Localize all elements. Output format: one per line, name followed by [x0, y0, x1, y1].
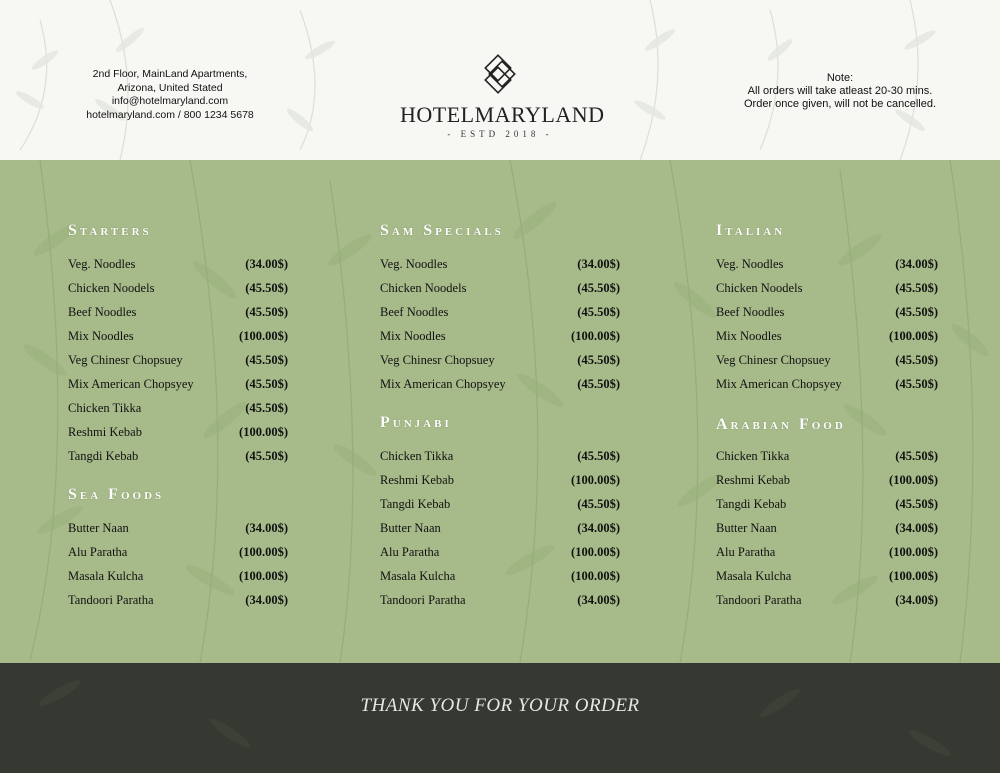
- menu-item[interactable]: [68, 324, 288, 348]
- menu-item[interactable]: [68, 252, 288, 276]
- hotel-logo: [400, 52, 605, 139]
- contact-address: [70, 68, 270, 122]
- menu-item-price: (45.50$): [245, 448, 288, 463]
- menu-item[interactable]: [380, 444, 620, 468]
- arabian-food-list: [716, 444, 938, 612]
- menu-item-price: (34.00$): [895, 592, 938, 607]
- menu-item[interactable]: [380, 564, 620, 588]
- section-title-sam-specials: Sam Specials: [380, 222, 504, 239]
- menu-item[interactable]: [716, 492, 938, 516]
- menu-item-name: Mix Noodles: [716, 328, 782, 343]
- menu-item-price: (45.50$): [895, 280, 938, 295]
- menu-item-price: (100.00$): [889, 544, 938, 559]
- menu-item[interactable]: [68, 372, 288, 396]
- menu-item-price: (34.00$): [245, 256, 288, 271]
- menu-item-name: Reshmi Kebab: [716, 472, 790, 487]
- menu-item-price: (45.50$): [895, 352, 938, 367]
- menu-item-price: (100.00$): [239, 424, 288, 439]
- email-link[interactable]: info@hotelmaryland.com: [111, 95, 229, 107]
- menu-item[interactable]: [716, 564, 938, 588]
- menu-item-name: Tandoori Paratha: [716, 592, 802, 607]
- menu-item[interactable]: [68, 300, 288, 324]
- note-title: Note:: [826, 72, 854, 84]
- menu-item-price: (45.50$): [577, 352, 620, 367]
- menu-item[interactable]: [716, 252, 938, 276]
- menu-item[interactable]: [380, 300, 620, 324]
- menu-footer: [0, 663, 1000, 773]
- menu-item-price: (100.00$): [889, 472, 938, 487]
- menu-item-name: Tangdi Kebab: [68, 448, 139, 463]
- menu-item-name: Veg Chinesr Chopsuey: [68, 352, 183, 367]
- menu-item-price: (100.00$): [571, 328, 620, 343]
- menu-item[interactable]: [68, 516, 288, 540]
- starters-list: [68, 252, 288, 468]
- menu-item[interactable]: [68, 420, 288, 444]
- menu-item-name: Reshmi Kebab: [68, 424, 142, 439]
- menu-item[interactable]: [716, 444, 938, 468]
- stacked-diamonds-icon: [478, 52, 522, 96]
- menu-item-price: (100.00$): [239, 568, 288, 583]
- menu-item[interactable]: [716, 516, 938, 540]
- menu-item-price: (45.50$): [895, 304, 938, 319]
- menu-item[interactable]: [716, 348, 938, 372]
- menu-item-name: Mix Noodles: [380, 328, 446, 343]
- menu-item-price: (45.50$): [577, 448, 620, 463]
- menu-item[interactable]: [380, 348, 620, 372]
- menu-item-price: (34.00$): [895, 256, 938, 271]
- menu-item[interactable]: [380, 324, 620, 348]
- menu-item-price: (45.50$): [577, 496, 620, 511]
- menu-item-name: Masala Kulcha: [716, 568, 792, 583]
- menu-item-name: Veg. Noodles: [716, 256, 784, 271]
- menu-item-name: Veg Chinesr Chopsuey: [716, 352, 831, 367]
- menu-item-name: Chicken Tikka: [716, 448, 790, 463]
- menu-item[interactable]: [716, 324, 938, 348]
- menu-item[interactable]: [716, 588, 938, 612]
- menu-item[interactable]: [380, 372, 620, 396]
- menu-item-name: Mix American Chopsyey: [380, 376, 506, 391]
- menu-item-price: (45.50$): [245, 304, 288, 319]
- menu-item-name: Chicken Noodels: [716, 280, 803, 295]
- menu-item-name: Butter Naan: [68, 520, 129, 535]
- menu-item-price: (100.00$): [571, 544, 620, 559]
- menu-item-price: (100.00$): [571, 568, 620, 583]
- menu-item-name: Masala Kulcha: [68, 568, 144, 583]
- menu-item-name: Tandoori Paratha: [380, 592, 466, 607]
- menu-item-name: Veg. Noodles: [380, 256, 448, 271]
- punjabi-list: [380, 444, 620, 612]
- menu-item-name: Mix American Chopsyey: [716, 376, 842, 391]
- section-title-italian: Italian: [716, 222, 786, 239]
- italian-list: [716, 252, 938, 396]
- leaf-pattern-footer: [0, 663, 1000, 773]
- note-line: All orders will take atleast 20-30 mins.: [747, 85, 933, 97]
- menu-item[interactable]: [380, 252, 620, 276]
- menu-item-price: (45.50$): [895, 376, 938, 391]
- menu-item-name: Alu Paratha: [716, 544, 776, 559]
- address-line: 2nd Floor, MainLand Apartments,: [92, 68, 248, 80]
- menu-item-name: Alu Paratha: [380, 544, 440, 559]
- website-phone[interactable]: hotelmaryland.com / 800 1234 5678: [86, 108, 254, 121]
- menu-item[interactable]: [68, 588, 288, 612]
- menu-item-name: Reshmi Kebab: [380, 472, 454, 487]
- menu-item-price: (34.00$): [895, 520, 938, 535]
- menu-item[interactable]: [380, 276, 620, 300]
- thank-you-message: THANK YOU FOR YOUR ORDER: [360, 695, 640, 716]
- menu-item[interactable]: [716, 468, 938, 492]
- menu-item-price: (45.50$): [245, 376, 288, 391]
- menu-item-name: Mix American Chopsyey: [68, 376, 194, 391]
- menu-item-name: Veg Chinesr Chopsuey: [380, 352, 495, 367]
- menu-item-name: Tangdi Kebab: [380, 496, 451, 511]
- menu-item-price: (34.00$): [245, 520, 288, 535]
- menu-item-price: (45.50$): [895, 448, 938, 463]
- sam-specials-list: [380, 252, 620, 396]
- menu-item[interactable]: [68, 564, 288, 588]
- menu-item[interactable]: [380, 588, 620, 612]
- menu-item-price: (100.00$): [571, 472, 620, 487]
- address-line: Arizona, United Stated: [117, 81, 223, 94]
- established-year: - ESTD 2018 -: [447, 129, 553, 139]
- order-note: [730, 72, 950, 111]
- menu-item-price: (45.50$): [895, 496, 938, 511]
- menu-item-price: (34.00$): [245, 592, 288, 607]
- menu-item-name: Beef Noodles: [380, 304, 449, 319]
- menu-item-price: (100.00$): [889, 568, 938, 583]
- menu-item-name: Tangdi Kebab: [716, 496, 787, 511]
- section-title-punjabi: Punjabi: [380, 414, 452, 431]
- brand-name: HOTELMARYLAND: [400, 102, 605, 127]
- section-title-starters: Starters: [68, 222, 152, 239]
- menu-item[interactable]: [716, 540, 938, 564]
- menu-item[interactable]: [68, 348, 288, 372]
- menu-item-price: (45.50$): [577, 280, 620, 295]
- menu-item-price: (45.50$): [245, 352, 288, 367]
- menu-item[interactable]: [68, 276, 288, 300]
- menu-item[interactable]: [68, 444, 288, 468]
- menu-item-name: Chicken Noodels: [380, 280, 467, 295]
- menu-header: [0, 0, 1000, 160]
- section-title-arabian-food: Arabian Food: [716, 416, 846, 433]
- menu-item-price: (100.00$): [239, 328, 288, 343]
- menu-item-name: Butter Naan: [380, 520, 441, 535]
- menu-item-name: Veg. Noodles: [68, 256, 136, 271]
- menu-item[interactable]: [716, 372, 938, 396]
- section-title-sea-foods: Sea Foods: [68, 486, 165, 503]
- menu-item[interactable]: [380, 492, 620, 516]
- menu-item-name: Masala Kulcha: [380, 568, 456, 583]
- sea-foods-list: [68, 516, 288, 612]
- note-line: Order once given, will not be cancelled.: [744, 98, 936, 110]
- menu-item-price: (45.50$): [245, 400, 288, 415]
- menu-item-price: (100.00$): [239, 544, 288, 559]
- menu-item-name: Chicken Tikka: [68, 400, 142, 415]
- menu-item-price: (100.00$): [889, 328, 938, 343]
- menu-item-price: (34.00$): [577, 520, 620, 535]
- menu-item-name: Beef Noodles: [68, 304, 137, 319]
- menu-item-price: (45.50$): [245, 280, 288, 295]
- menu-item-name: Chicken Noodels: [68, 280, 155, 295]
- menu-item-name: Tandoori Paratha: [68, 592, 154, 607]
- menu-item[interactable]: [380, 540, 620, 564]
- menu-item-price: (45.50$): [577, 304, 620, 319]
- menu-item[interactable]: [380, 516, 620, 540]
- menu-item-name: Butter Naan: [716, 520, 777, 535]
- menu-item-name: Mix Noodles: [68, 328, 134, 343]
- menu-body: [0, 160, 1000, 663]
- menu-item[interactable]: [68, 540, 288, 564]
- menu-item-name: Beef Noodles: [716, 304, 785, 319]
- menu-item[interactable]: [68, 396, 288, 420]
- menu-item-price: (45.50$): [577, 376, 620, 391]
- menu-item[interactable]: [380, 468, 620, 492]
- menu-item-name: Chicken Tikka: [380, 448, 454, 463]
- menu-item[interactable]: [716, 276, 938, 300]
- menu-item-name: Alu Paratha: [68, 544, 128, 559]
- menu-item-price: (34.00$): [577, 592, 620, 607]
- menu-item-price: (34.00$): [577, 256, 620, 271]
- menu-item[interactable]: [716, 300, 938, 324]
